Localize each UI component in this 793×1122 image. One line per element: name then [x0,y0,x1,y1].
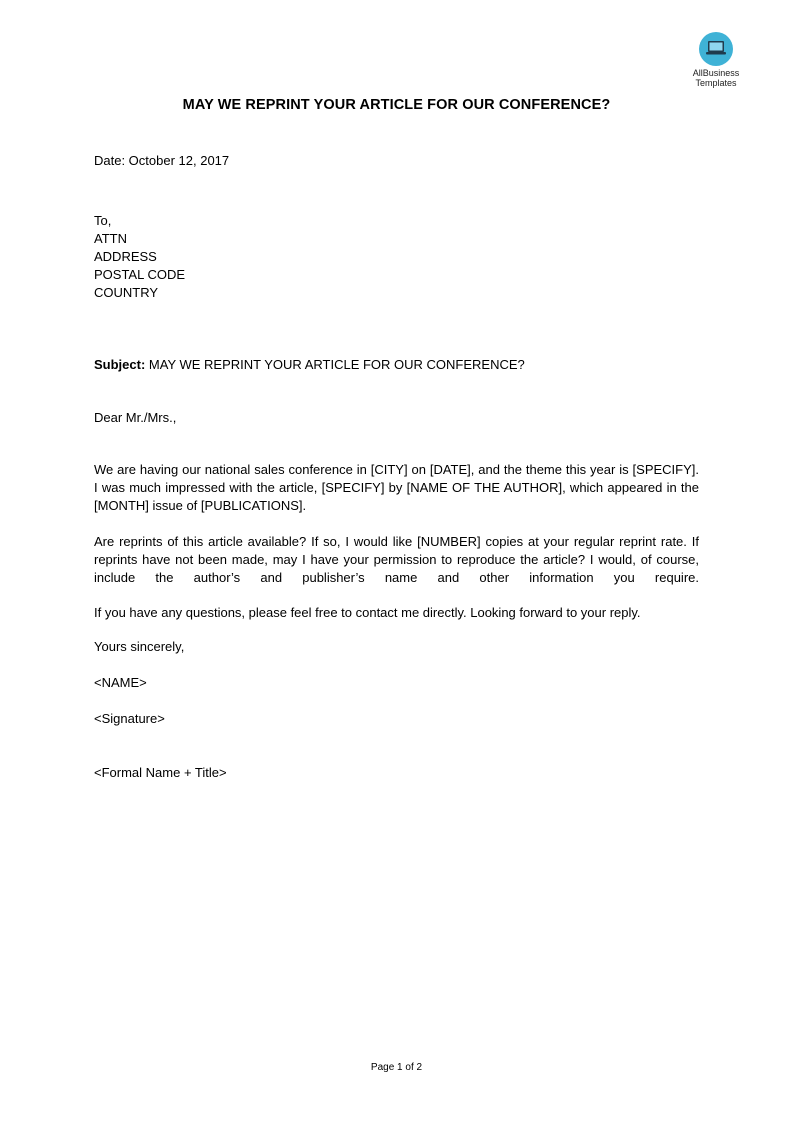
closing: Yours sincerely, [94,639,185,654]
subject-line [94,356,525,374]
laptop-icon [699,32,733,66]
page-number: Page 1 of 2 [370,1062,423,1073]
recipient-postal-code: POSTAL CODE [94,267,186,282]
recipient-attn: ATTN [94,231,127,246]
body-paragraph-2: Are reprints of this article available? If so, I would like [NUMBER] copies at your regular reprint rate. If reprints have not been made, may I have your permission to reproduce the article? I would, of course, include the author’s and publisher’s name and other information you require. [94,534,699,585]
name-placeholder: <NAME> [94,675,147,690]
signature-placeholder: <Signature> [94,711,165,726]
brand-name [685,68,747,88]
subject-label: Subject: [94,357,146,372]
salutation: Dear Mr./Mrs., [94,410,177,425]
brand-line-1: AllBusiness [692,68,740,78]
recipient-country: COUNTRY [94,285,159,300]
brand-logo [685,32,747,88]
brand-line-2: Templates [695,78,737,88]
recipient-address: ADDRESS [94,249,157,264]
formal-name-placeholder: <Formal Name + Title> [94,765,227,780]
subject-text: MAY WE REPRINT YOUR ARTICLE FOR OUR CONFERENCE? [145,357,525,372]
body-paragraph-3: If you have any questions, please feel free to contact me directly. Looking forward to your reply. [94,605,641,620]
document-title: MAY WE REPRINT YOUR ARTICLE FOR OUR CONFERENCE? [182,97,611,113]
recipient-to: To, [94,213,112,228]
date-line: Date: October 12, 2017 [94,153,230,168]
body-paragraph-1: We are having our national sales conference in [CITY] on [DATE], and the theme this year is [SPECIFY]. I was much impressed with the article, [SPECIFY] by [NAME OF THE AUTHOR], which appeared in the [MONTH] issue of [PUBLICATIONS]. [94,462,699,513]
